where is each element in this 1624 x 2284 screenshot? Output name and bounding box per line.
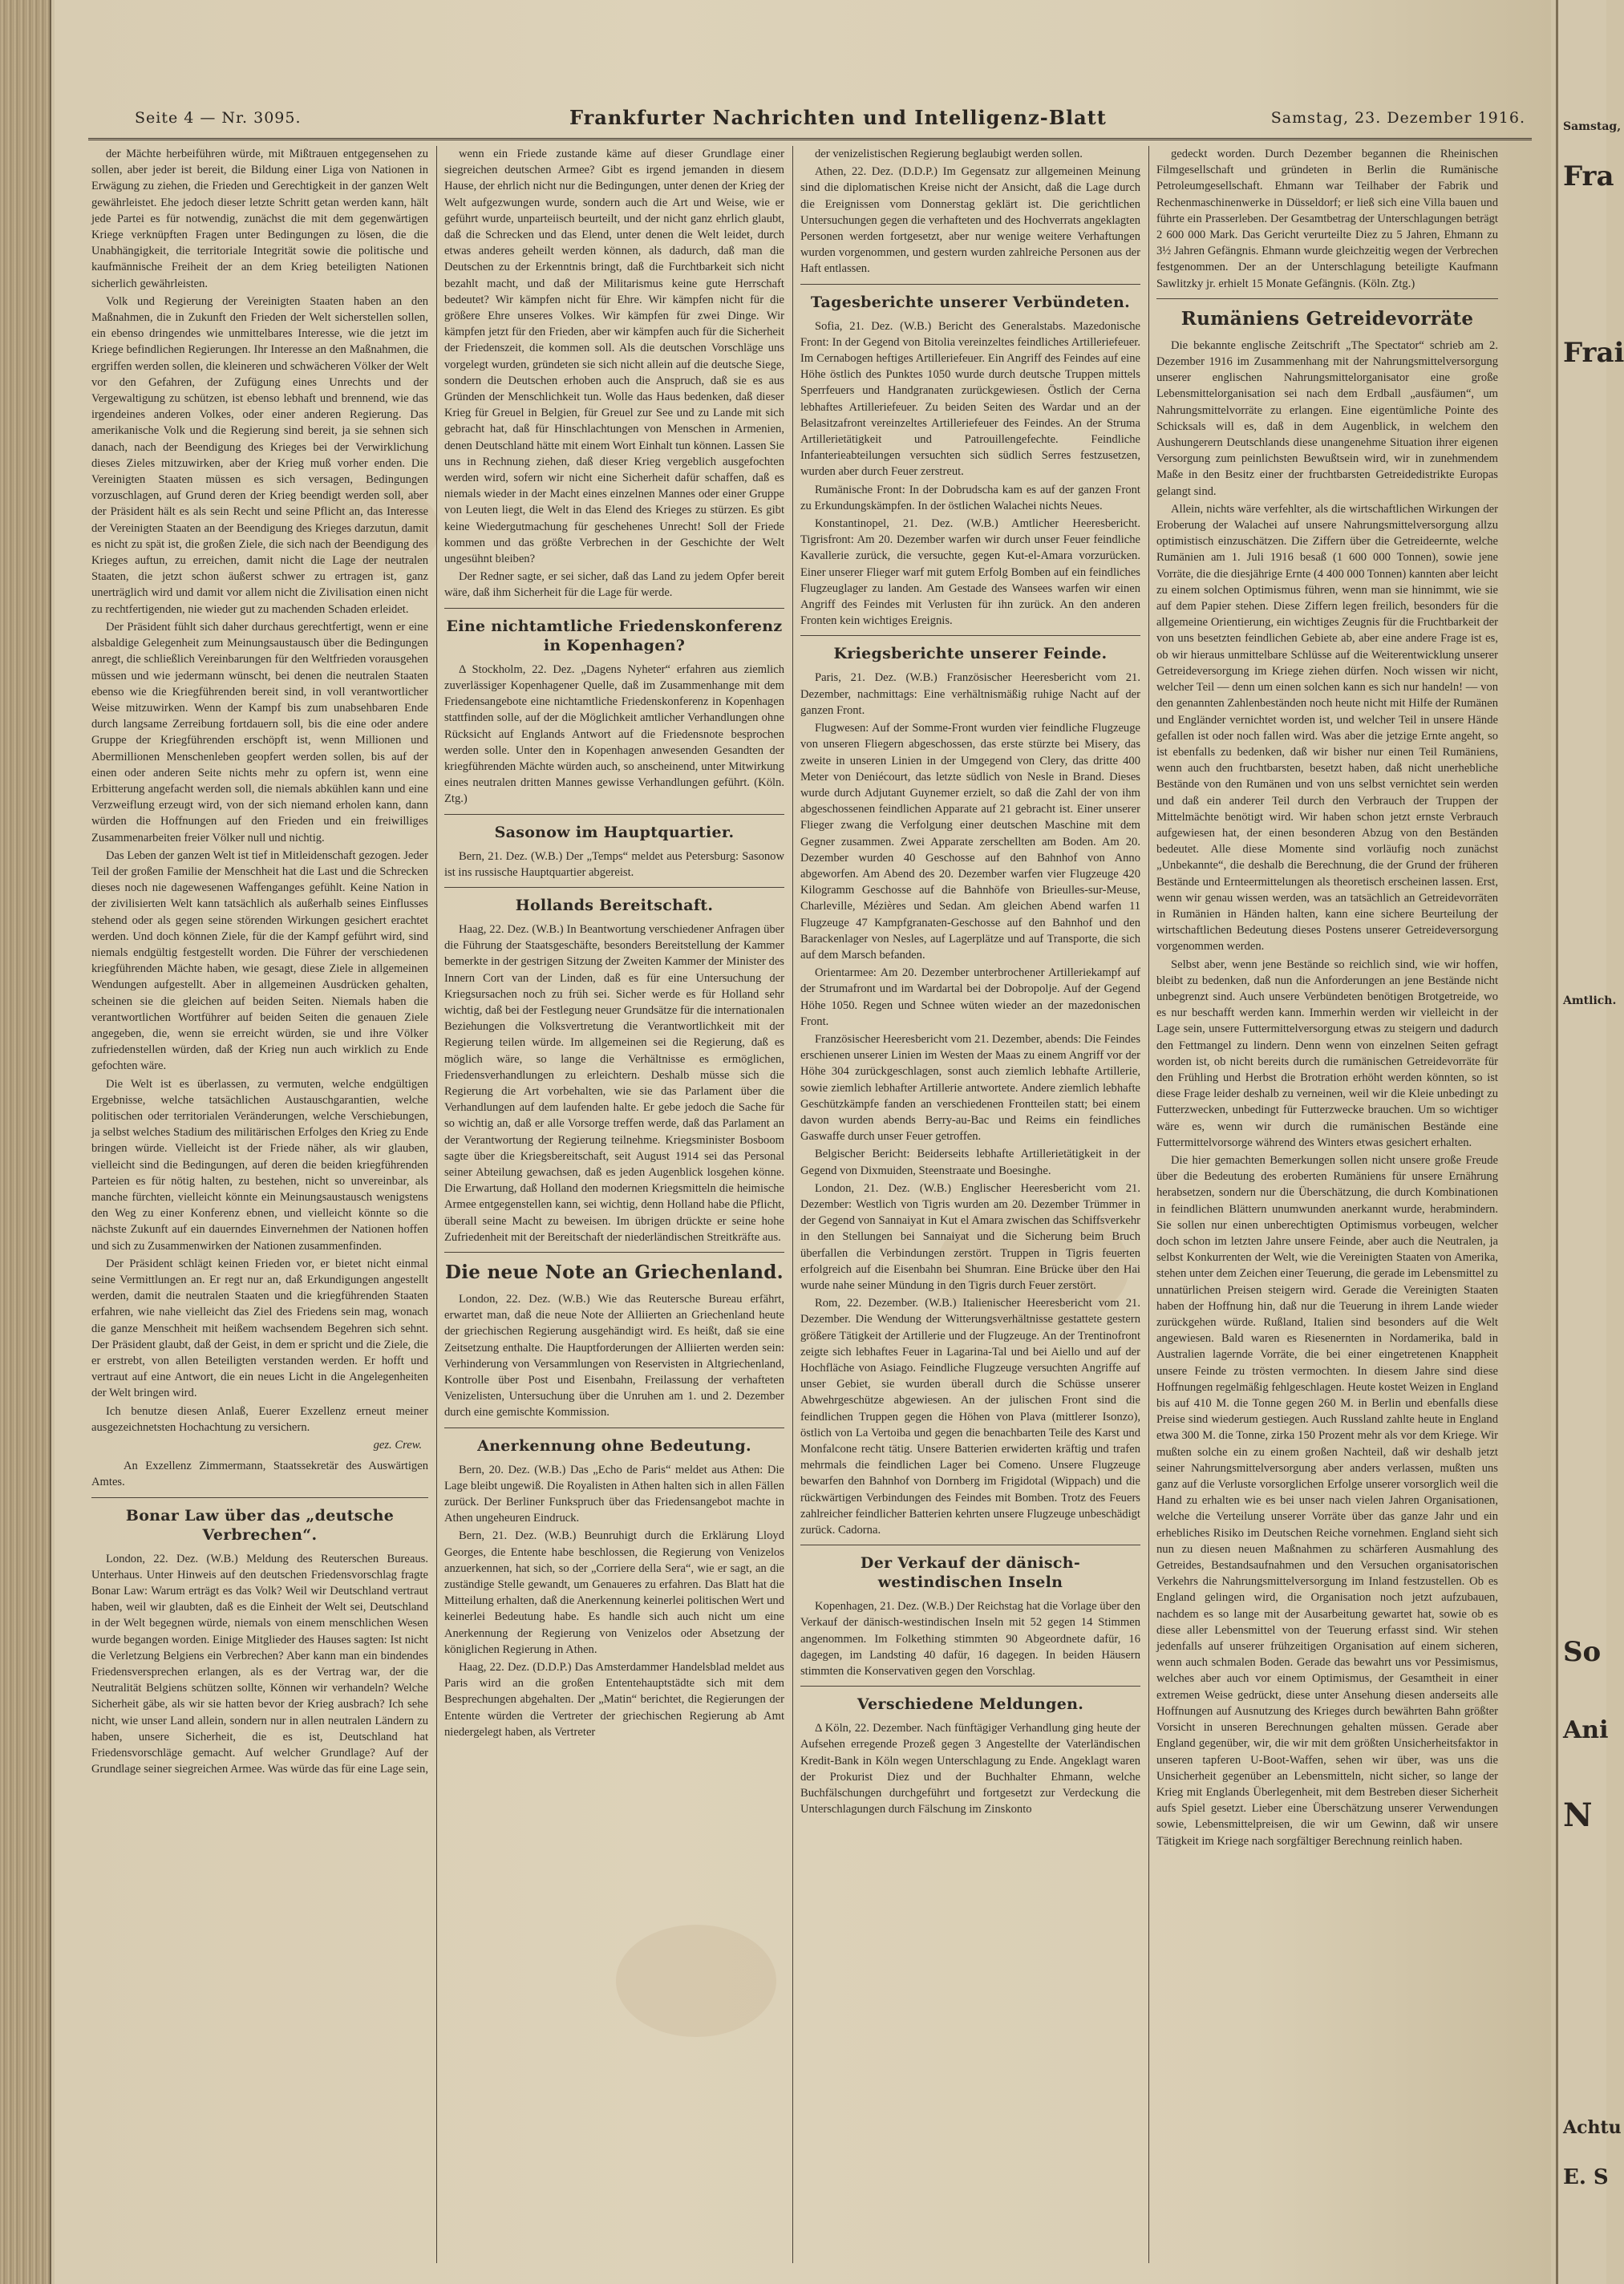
article-separator: [800, 1686, 1140, 1687]
headline-peace-conference: Eine nichtamtliche Friedenskonferenz in Kopenhagen?: [446, 617, 783, 654]
article-paragraph: Rom, 22. Dezember. (W.B.) Italienischer Heeresbericht vom 21. Dezember. Die Wendung der Witterungsverhältnisse gestattete gestern größere Tätigkeit der Artillerie und der Flugzeuge. An der Trentinofront zeigte sich lebhaftes Feuer in Lagarina-Tal und bei Aiello und auf der Hochfläche von Asiago. Feindliche Flugzeuge versuchten Angriffe auf unser Gebiet, sie wurden überall durch die Schüsse unserer Abwehrgeschütze abgewiesen. An der julischen Front sind die feindlichen Truppen gegen die Höhen von Plava (mittlerer Isonzo), östlich von La Vertoiba und gegen die benachbarten Teile des Karst und Monfalcone recht tätig. Unsere Batterien erwiderten kräftig und trafen mehrmals die feindlichen Lager bei Comeno. Unsere Flugzeuge bewarfen den Bahnhof von Dornberg im Frigidotal (Wippach) und die rückwärtigen Verbindungen des Feindes mit Bomben. Trotz des Feuers zahlreicher feindlicher Batterien kehrten unsere Flugzeuge unbeschädigt zurück. Cadorna.: [800, 1297, 1140, 1537]
article-separator: [444, 887, 784, 888]
article-paragraph: gedeckt worden. Durch Dezember begannen die Rheinischen Filmgesellschaft und gründeten in Berlin die Rumänische Petroleumgesellschaft. Ehmann war Teilhaber der Fabrik und Rechenmaschinenwerke in Düsseldorf; er ließ sich eine Villa bauen und führte ein Prasserleben. Der Gesamtbetrag der Unterschlagungen beträgt 2 600 000 Mark. Das Gericht verurteilte Diez zu 5 Jahren, Ehmann zu 3½ Jahren Gefängnis. Ehmann wurde gleichzeitig wegen der Verbrechen festgenommen. Der an der Unterschlagung beteiligte Kaufmann Sawlitzky jr. erhielt 15 Monate Gefängnis. (Köln. Ztg.): [1156, 148, 1498, 290]
article-paragraph: London, 22. Dez. (W.B.) Meldung des Reuterschen Bureaus. Unterhaus. Unter Hinweis auf den deutschen Friedensvorschlag fragte Bonar Law: Warum erträgt es das Volk? Weil wir Deutschland vertraut haben, weil wir glaubten, daß es die Einheit der Welt sei, Deutschland in der Welt begegnen würde, niemals von einem menschlichen Wesen wurde begangen worden. Einige Mitglieder des Hauses sagten: Ist nicht die Verletzung Belgiens ein Verbrechen? Aber kann man ein bindendes Friedensversprechen erlangen, als es der Vertrag war, der die Neutralität Belgiens schützen sollte, Können wir verhandeln? Welche Sicherheit gäbe, als wir sie hatten bevor der Krieg ausbrach? Ich sehe nicht, wie unser Land allein, sondern nur in allen neutralen Ländern zu haben, unsere Sicherheit, die es ist, Deutschland hat Friedensvorschläge gemacht. Auf welcher Grundlage? Auf der Grundlage seiner siegreichen Armee. Was würde das für eine Lage sein,: [91, 1552, 428, 1776]
article-paragraph: Konstantinopel, 21. Dez. (W.B.) Amtlicher Heeresbericht. Tigrisfront: Am 20. Dezember warfen wir durch unser Feuer feindliche Kavallerie zurück, die versuchte, gegen Kut-el-Amara vorzurücken. Einer unserer Flieger warf mit gutem Erfolg Bomben auf ein feindliches Flugzeuglager zu landen. Am Gestade des Wansees warfen wir einen Angriff des Feindes mit Verlusten für ihn zurück. An den anderen Fronten kein wichtiges Ereignis.: [800, 517, 1140, 628]
column-3: [800, 146, 1140, 2263]
article-paragraph: Δ Köln, 22. Dezember. Nach fünftägiger Verhandlung ging heute der Aufsehen erregende Prozeß gegen 3 Angestellte der Vaterländischen Kredit-Bank in Köln wegen Unterschlagung zu Ende. Angeklagt waren der Prokurist Diez und der Buchhalter Ehmann, welche Buchfälschungen durchgeführt und fortgesetzt zur Verdeckung die Unterschlagungen durch Fälschung im Zinskonto: [800, 1722, 1140, 1816]
article-paragraph: Die hier gemachten Bemerkungen sollen nicht unsere große Freude über die Bedeutung des eroberten Rumäniens für unsere Ernährung herabsetzen, sondern nur die Überschätzung, die durch Kombinationen in feindlichen Blättern unumwunden anerkannt wurde, herabmindern. Sie sollen nur einen unberechtigten Optimismus vorbeugen, welcher doch schon im letzten Jahre unsere Feinde, aber auch die Neutralen, ja selbst Konkurrenten der Welt, wie die Vereinigten Staaten von Amerika, stehen unter dem Zeichen einer Teuerung, die gerade im Lebensmittel zu unnatürlichen Preisen steigern wird. Gerade die Vereinigten Staaten haben der Hoffnung hin, daß nur die Teuerung in ihrem Lande wieder zurückgehen würde. Rußland, Italien sind besonders auf die Welt angewiesen. Bald waren es Riesenernten in Nordamerika, bald in Australien lagernde Vorräte, die bei einer eingetretenen Knappheit unsere Feinde zu trösten vermochten. In diesem Jahre sind diese Hoffnungen regelmäßig fehlgeschlagen. Heute kostet Weizen in England bis auf 410 M. die Tonne gegen 260 M. in Berlin und ebenfalls diese Preise sind wiederum gestiegen. Auch Russland zahlte heute in England etwa 300 M. die Tonne, zirka 150 Prozent mehr als vor dem Kriege. Wir mußten solche ein zu einem großen Nachteil, daß wir deshalb jetzt seiner Nahrungsmittelversorgung aber anders verlassen, mußten uns ganz auf die Verluste vorsorglichen Erfolge unserer vorsorglich weil die Hand zu erhalten wie es bei unser nach vielen Jahren Organisationen, welche die Verteilung unserer Vorräte über das ganze Jahr und ein erhebliches Risiko im Deutschen Reiche vornehmen. England sieht sich nun zu diesen neuen Maßnahmen zu schärferen Ausmahlung des Getreides, Bestandsaufnahmen und den Versuchen organisatorischen Verkehrs die Nahrungsmittelversorgung im Inland festzustellen. Ob es England gelingen wird, die Organisation noch jetzt aufzubauen, nachdem es so lange mit der Ausarbeitung gewartet hat, sowie ob es diese aller Lebensmittel von der Teuerung erfasst sind. Wir stehen jedenfalls auf unserer frühzeitigen Organisation auf einem sicheren, wenn auch schmalen Boden. Gerade das bewahrt uns vor Pessimismus, welches aber auch vor einem Optimismus, der Gesamtheit in einer extremen Weise gedrückt, diese unter Ansehung diesen anderseits alle Hoffnungen auf Ausnutzung des Krieges durch bewährten Bahn größter Vorsicht in unseren Berechnungen gehalten müssen. Gerade aber England gegenüber, wir, die wir mit dem größten Unsicherheitsfaktor in unseren tapferen U-Boot-Waffen, sehen wir über, was uns die Unsicherheit gegenüber an Lebensmitteln, nicht sicher, so lange der Krieg mit Englands Überlegenheit, mit dem Bestreben dieser Sicherheit aufs Spiel gesetzt. Lieber eine Überschätzung unserer Verwendungen sowie, Lebensmittelpreisen, die wir um Gewinn, daß wir unsere Tätigkeit im Kriege nach sorgfältiger Berechnung reinlich haben.: [1156, 1153, 1498, 1848]
adjacent-fragment: So: [1563, 1636, 1602, 1668]
article-paragraph: Orientarmee: Am 20. Dezember unterbrochener Artilleriekampf auf der Strumafront und im Wardartal bei der Dobropolje. Auf der Gegend Höhe 1050. Regen und Schnee wüten wieder an der mazedonischen Front.: [800, 966, 1140, 1028]
article-paragraph: Haag, 22. Dez. (W.B.) In Beantwortung verschiedener Anfragen über die Führung der Staatsgeschäfte, besonders Bereitstellung der Kammer bemerkte in der gestrigen Sitzung der Zweiten Kammer der Minister des Innern Cort van der Linden, daß es für eine Untersuchung der Kriegsursachen noch zu früh sei. Sicher werde es für Holland sehr wichtig, daß bei der Festlegung neuer Grundsätze für die internationalen Beziehungen die Volksvertretung die Verantwortlichkeit mit der Regierung teilen würde. Im allgemeinen sei die Regierung, daß es möglich wäre, so lange die Verhältnisse es ermöglichen, Friedensverhandlungen zu erleichtern. Deshalb müsse sich die Regierung die Art vorbehalten, wie sie das Parlament über die Verhandlungen auf dem laufenden halte. Er gebe jedoch die Sache für so wichtig an, daß er alle Vorsorge treffen werde, daß das Parlament an der Verantwortung der Regierung teilnehme. Kriegsminister Bosboom sagte über die Kriegsbereitschaft, seit August 1914 sei das Personal seiner Abteilung gewachsen, daß es jeden Augenblick losgehen könne. Die Erwartung, daß Holland den modernen Kriegsmitteln die heimische Armee entgegenstellen kann, sei wichtig, denn Holland habe die Pflicht, überall seine Macht zu beweisen. Im übrigen drückte er seine hohe Zufriedenheit mit der Bereitschaft der niederländischen Streitkräfte aus.: [444, 922, 784, 1244]
adjacent-fragment: Frai: [1563, 337, 1624, 369]
article-paragraph: Rumänische Front: In der Dobrudscha kam es auf der ganzen Front zu Erkundungskämpfen. In der östlichen Walachei nichts Neues.: [800, 483, 1140, 512]
adjacent-page-edge: [1556, 0, 1624, 2284]
article-separator: [444, 814, 784, 815]
adjacent-fragment: Ani: [1563, 1716, 1609, 1744]
adjacent-fragment: N: [1563, 1796, 1593, 1834]
page-header: [88, 106, 1532, 140]
article-paragraph: der Mächte herbeiführen würde, mit Mißtrauen entgegensehen zu sollen, aber jeder ist bereit, die Bildung einer Liga von Nationen in Erwägung zu ziehen, die Frieden und Gerechtigkeit in der ganzen Welt gewährleistet. Ehe jedoch dieser letzte Schritt getan werden kann, hält jede Partei es für notwendig, zunächst die mit dem gegenwärtigen Kriege verknüpften Fragen unter Bedingungen zu lösen, die die Unabhängigkeit, die territoriale Integrität sowie die politische und kaufmännische Freiheit der an dem Krieg beteiligten Nationen sicherlich gewährleisten.: [91, 148, 428, 290]
article-paragraph: Volk und Regierung der Vereinigten Staaten haben an den Maßnahmen, die in Zukunft den Frieden der Welt sicherstellen sollen, ein ebenso dringendes wie unmittelbares Interesse, wie die jetzt im Kriege befindlichen Regierungen. Ihr Interesse an den Maßnahmen, die ergriffen werden sollen, die kleineren und schwächeren Völker der Welt vor den Gefahren, der Zufügung eines Unrechts und der Vergewaltigung zu schützen, ist ebenso lebhaft und brennend, wie das irgendeines anderen Volkes, oder einer anderen Regierung. Das amerikanische Volk und die Regierung sind bereit, ja sie sehnen sich danach, nach der Beendigung des Krieges bei der Verwirklichung dieses Zieles mitzuwirken, aber der Krieg muß vorher enden. Die Vereinigten Staaten müssen es sich versagen, Bedingungen vorzuschlagen, auf Grund deren der Krieg beendigt werden soll, aber der Präsident hält es als sein Recht und seine Pflicht an, das Interesse der Vereinigten Staaten an der Beendigung des Krieges darzutun, damit es nicht zu spät ist, die großen Ziele, die sich nach der Beendigung des Krieges auftun, zu erreichen, damit nicht die Lage der neutralen Staaten, die jetzt schon äußerst schwer zu ertragen ist, ganz unerträglich wird und damit vor allem nicht die Zivilisation einen nicht zu rechtfertigenden, nie wieder gut zu machenden Schaden erleidet.: [91, 294, 428, 616]
article-paragraph: Sofia, 21. Dez. (W.B.) Bericht des Generalstabs. Mazedonische Front: In der Gegend von Bitolia vereinzeltes feindliches Artilleriefeuer. Im Cernabogen heftiges Artilleriefeuer. Ein Angriff des Feindes auf eine Höhe östlich des Punktes 1050 wurde durch deutsche Truppen mittels Sperrfeuers und Handgranaten zurückgewiesen. Östlich der Cerna lebhaftes Artilleriefeuer. Zu beiden Seiten des Wardar und an der Belasitzafront vereinzeltes Artilleriefeuer des Feindes. An der Struma Artillerietätigkeit und Patrouillengefechte. Feindliche Infanterieabteilungen versuchten sich südlich Serres festzusetzen, wurden aber durch Feuer zerstreut.: [800, 319, 1140, 479]
column-rule: [1148, 146, 1149, 2263]
adjacent-fragment: Amtlich.: [1563, 994, 1617, 1007]
adjacent-fragment: Samstag,: [1563, 120, 1622, 133]
column-rule: [792, 146, 793, 2263]
headline-recognition: Anerkennung ohne Bedeutung.: [477, 1436, 751, 1455]
article-paragraph: London, 21. Dez. (W.B.) Englischer Heeresbericht vom 21. Dezember: Westlich von Tigris wurden am 20. Dezember Trümmer in der Gegend von Sannaiyat in Kut el Amara zwischen das Schiffsverkehr in den Stellungen bei Sannaiyat und die Sicherung beim Bruch überfallen die Verbindungen zerstört. Truppen in Tigris feuerten erfolgreich auf die Eisenbahn bei Shumran. Eine Brücke über den Hai wurde nahe seiner Mündung in den Tigris durch Feuer zerstört.: [800, 1181, 1140, 1292]
article-separator: [444, 1252, 784, 1253]
article-paragraph: Δ Stockholm, 22. Dez. „Dagens Nyheter“ erfahren aus ziemlich zuverlässiger Kopenhagener Quelle, daß im Zusammenhange mit dem Friedensangebote eine nichtamtliche Friedenskonferenz in Kopenhagen stattfinden solle, auf der die Möglichkeit amtlicher Verhandlungen ohne Rücksicht auf Englands Antwort auf die Friedensnote besprochen werden solle. Unter den in Kopenhagen anwesenden Gesandten der kriegführenden Mächte würden auch, so anscheinend, unter Mitwirkung eines neutralen dritten Mannes gewisse Verhandlungen geführt. (Köln. Ztg.): [444, 662, 784, 806]
article-separator: [444, 608, 784, 609]
headline-holland: Hollands Bereitschaft.: [515, 896, 714, 914]
article-paragraph: Kopenhagen, 21. Dez. (W.B.) Der Reichstag hat die Vorlage über den Verkauf der dänisch-westindischen Inseln mit 52 gegen 14 Stimmen angenommen. Im Folkething stimmten 90 Abgeordnete dafür, 16 dagegen, im Landsting 40 dafür, 16 dagegen. In beiden Häusern stimmten die Konservativen gegen den Vorschlag.: [800, 1600, 1140, 1679]
article-paragraph: Bern, 20. Dez. (W.B.) Das „Echo de Paris“ meldet aus Athen: Die Lage bleibt ungewiß. Die Royalisten in Athen halten sich in allen Fällen zurück. Der Berliner Funkspruch über das Friedensangebot machte in Athen ungeheuren Eindruck.: [444, 1463, 784, 1525]
article-paragraph: Die Welt ist es überlassen, zu vermuten, welche endgültigen Ergebnisse, welche tatsächlichen Austauschgarantien, welche politischen oder territorialen Veränderungen, welche Verschiebungen, ja selbst welches Stadium des militärischen Erfolges den Krieg zu Ende bringen würde. Vielleicht ist der Friede näher, als wir glauben, vielleicht sind die Bedingungen, auf deren die beiden kriegführenden Parteien es für nötig halten, zu bestehen, nicht so unvereinbar, als manche fürchten, vielleicht könnte ein Meinungsaustausch wenigstens den Weg zu einer Konferenz ebnen, und vielleicht könnte so die nächste Zukunft auf ein dauerndes Einvernehmen der Nationen hoffen und sich zu Zusammenwirken der Nationen zusammenfinden.: [91, 1077, 428, 1253]
article-paragraph: Flugwesen: Auf der Somme-Front wurden vier feindliche Flugzeuge von unseren Fliegern abgeschossen, das erste stürzte bei Misery, das zweite in unseren Linien in der Umgegend von Clery, das dritte 400 Meter von Deniécourt, das letzte südlich von Nesle in Brand. Dieses wurde durch Adjutant Guynemer erzielt, so daß die Zahl der von ihm abgeschossenen feindlichen Apparate auf 21 gebracht ist. Einer unserer Flieger zwang die Verfolgung einer deutschen Maschine mit dem Gegner zusammen. Zwei Apparate zerschellten am Boden. Am 20. Dezember wurden 40 Geschosse auf den Bahnhof von Anno abgeworfen. Am Abend des 20. Dezember warfen vier Flugzeuge 420 Kilogramm Geschosse auf die Bahnhöfe von Brieulles-sur-Meuse, Charleville, Mézières und Sedan. Am gleichen Abend warfen 11 Flugzeuge 47 Kampfgranaten-Geschosse auf den Bahnhof und den Barackenlager von Nesles, auf Lagerplätze und auf Transporte, die sich auf dem Marsch befanden.: [800, 722, 1140, 962]
headline-allies-reports: Tagesberichte unserer Verbündeten.: [810, 293, 1131, 311]
headline-misc-reports: Verschiedene Meldungen.: [857, 1695, 1084, 1714]
column-rule: [436, 146, 437, 2263]
headline-bonar-law: Bonar Law über das „deutsche Verbrechen“.: [125, 1506, 395, 1544]
adjacent-fragment: Fra: [1563, 160, 1614, 192]
article-separator: [91, 1497, 428, 1498]
headline-enemy-reports: Kriegsberichte unserer Feinde.: [833, 645, 1108, 663]
article-paragraph: Das Leben der ganzen Welt ist tief in Mitleidenschaft gezogen. Jeder Teil der großen Familie der Menschheit hat die Last und die Schrecken dieses noch nie dagewesenen Waffenganges gefühlt. Keine Nation in der zivilisierten Welt kann tatsächlich als außerhalb seines Einflusses stehend oder als gegen seine störenden Wirkungen gesichert erachtet werden. Und doch können Ziele, für die der Kampf geführt wird, sind niemals endgültig festgestellt worden. Die Führer der verschiedenen kriegführenden Mächte haben, wie gesagt, diese Ziele in allgemeinen Wendungen aufgestellt. Aber in allgemeinen Ausdrücken gehalten, scheinen sie die gleichen auf beiden Seiten. Niemals haben die verantwortlichen Wortführer auf beiden Seiten die genauen Ziele angegeben, die, wenn sie erreicht würden, sie und ihre Völker zufriedenstellen würden, daß der Krieg nun auch wirklich zu Ende gefochten wäre.: [91, 848, 428, 1073]
headline-greece-note: Die neue Note an Griechenland.: [445, 1261, 784, 1283]
article-paragraph: Paris, 21. Dez. (W.B.) Französischer Heeresbericht vom 21. Dezember, nachmittags: Eine verhältnismäßig ruhige Nacht auf der ganzen Front.: [800, 671, 1140, 717]
signature: gez. Crew.: [373, 1439, 422, 1452]
article-paragraph: London, 22. Dez. (W.B.) Wie das Reutersche Bureau erfährt, erwartet man, daß die neue Note der Alliierten an Griechenland heute der griechischen Regierung ausgehändigt wird. Es heißt, daß sie eine Zeitsetzung enthalte. Die Hauptforderungen der Alliierten werden sein: Verhinderung von Versammlungen von Reservisten in Altgriechenland, Kontrolle über Post und Eisenbahn, Freilassung der verhafteten Venizelisten, Untersuchung über die Unruhen am 1. und 2. Dezember durch eine gemischte Kommission.: [444, 1292, 784, 1419]
adjacent-fragment: E. S: [1563, 2165, 1609, 2189]
article-paragraph: Selbst aber, wenn jene Bestände so reichlich sind, wie wir hoffen, bleibt zu bedenken, daß nun die Anforderungen an jene Bestände nicht unbegrenzt sind. Auch unsere Verbündeten benötigen Brotgetreide, wo es nur beschafft werden kann. Immerhin werden wir vielleicht in der Lage sein, unsere Futtermittelversorgung etwas zu steigern und dadurch den Fettmangel zu lindern. Denn wenn von einzelnen Seiten gefragt worden ist, ob nicht bereits durch die rumänischen Getreidevorräte für den Frühling und Herbst die Brotration erhöht werden könnten, so ist diese Frage leider deshalb zu verneinen, weil wir die Kleie unbedingt zu Futterzwecken, unbedingt für Futterzwecke brauchen. Um so wichtiger wäre es, wenn wir durch die rumänischen Bestände eine Futtermittelvorsorge während des Winters etwas gesichert erhalten.: [1156, 958, 1498, 1149]
column-2: [444, 146, 784, 2263]
book-binding-edge: [0, 0, 51, 2284]
article-paragraph: Athen, 22. Dez. (D.D.P.) Im Gegensatz zur allgemeinen Meinung sind die diplomatischen Kreise nicht der Ansicht, daß die Lage durch die Ereignissen vom Donnerstag geklärt ist. Die gerichtlichen Untersuchungen gegen die verhafteten und des Hochverrats angeklagten Personen werden fortgesetzt, aber nur wenige weitere Verhaftungen wurden vorgenommen, und gestern wurden zahlreiche Personen aus der Haft entlassen.: [800, 165, 1140, 276]
article-paragraph: wenn ein Friede zustande käme auf dieser Grundlage einer siegreichen deutschen Armee? Gibt es irgend jemanden in diesem Hause, der ehrlich nicht nur die Bedingungen, unter denen der Krieg der Welt aufgezwungen wurde, sondern auch die Art und Weise, wie er geführt wurde, unparteiisch beurteilt, und der nicht ganz ehrlich glaubt, daß die Schrecken und das Elend, unter denen die Welt leidet, durch etwas anderes geheilt werden können, als dadurch, daß man die Deutschen zu der Erkenntnis bringt, daß die Furchtbarkeit sich nicht bezahlt macht, und daß der Militarismus keine gute Herrschaft bedeutet? Wir kämpfen nicht für Ehre. Wir kämpfen nicht für die größere Ehre unseres Volkes. Wir kämpfen für zwei Dinge. Wir kämpfen jetzt für den Frieden, aber wir kämpfen auch für die Sicherheit der Friedenszeit, die kommen soll. Als die deutschen Vorschläge uns vorgelegt wurden, gründeten sie sich nicht allein auf die deutsche Siege, sondern die Deutschen erhoben auch die Anspruch, daß sie es aus Gründen der Menschlichkeit tun. Wolle das Haus bedenken, daß dieser Krieg für Greuel in Belgien, für Greuel zur See und zu Lande mit sich gebracht hat, daß für Hinschlachtungen von Menschen in Armenien, denen Deutschland hätte mit einem Wort Einhalt tun können. Lassen Sie uns in Rechnung ziehen, daß dieser Krieg vergeblich ausgefochten werden wird, sofern wir nicht eine Sicherheit dafür schaffen, daß es niemals wieder in der Macht eines einzelnen Mannes oder einer Gruppe von Leuten liegt, die Welt in das Elend des Krieges zu stürzen. Es gibt keine Wiedergutmachung für geschehenes Unrecht! Soll der Friede kommen und das größte Verbrechen in der Geschichte der Welt ungesühnt bleiben?: [444, 148, 784, 566]
headline-danish-islands: Der Verkauf der dänisch-westindischen Inseln: [860, 1554, 1081, 1592]
article-paragraph: Der Präsident fühlt sich daher durchaus gerechtfertigt, wenn er eine alsbaldige Gelegenheit zum Meinungsaustausch über die Bedingungen anregt, die schließlich Vereinbarungen für den Weltfrieden vorausgehen müssen und wie jedermann wünscht, bei denen die neutralen Staaten ebenso wie die Kriegführenden bereit sind, in voll verantwortlicher Weise mitzuwirken. Wenn der Kampf bis zum unabsehbaren Ende durch langsame Zerreibung fortdauern soll, bis die eine oder andere Gruppe der Kriegführenden erschöpft ist, wenn Millionen und Abermillionen Menschenleben geopfert werden sollen, bis auf der einen oder anderen Seite nichts mehr zu opfern ist, wenn eine Erbitterung angefacht werden soll, die niemals abkühlen kann und eine Verzweiflung erzeugt wird, von der sich niemand erholen kann, dann würden die Hoffnungen auf den Frieden und ein freiwilliges Zusammenarbeiten freier Völker null und nichtig.: [91, 620, 428, 844]
issue-date: Samstag, 23. Dezember 1916.: [1270, 109, 1525, 127]
headline-sasonow: Sasonow im Hauptquartier.: [494, 823, 735, 841]
article-separator: [800, 284, 1140, 285]
article-paragraph: Belgischer Bericht: Beiderseits lebhafte Artillerietätigkeit in der Gegend von Dixmuiden, Steenstraate und Boesinghe.: [800, 1148, 1140, 1177]
adjacent-fragment: Achtu: [1563, 2117, 1622, 2138]
column-1: [91, 146, 428, 2263]
article-paragraph: Der Redner sagte, er sei sicher, daß das Land zu jedem Opfer bereit wäre, daß ihm Sicherheit für die Lage für werde.: [444, 570, 784, 600]
article-paragraph: Bern, 21. Dez. (W.B.) Der „Temps“ meldet aus Petersburg: Sasonow ist ins russische Hauptquartier abgereist.: [444, 849, 784, 879]
page-number: Seite 4 — Nr. 3095.: [135, 109, 302, 127]
addressee: An Exzellenz Zimmermann, Staatssekretär des Auswärtigen Amtes.: [91, 1460, 428, 1489]
article-paragraph: Bern, 21. Dez. (W.B.) Beunruhigt durch die Erklärung Lloyd Georges, die Entente habe beschlossen, die Regierung von Venizelos anzuerkennen, hat sich, so der „Corriere della Sera“, wie er sagt, an die zuständige Stelle gewandt, um Genaueres zu erfahren. Das Blatt hat die Mitteilung erhalten, daß die Anerkennung keinerlei politischen Wert und keinerlei Bedeutung habe. Es handle sich auch nicht um eine Anerkennung der Regierung von Venizelos oder Absetzung der königlichen Regierung in Athen.: [444, 1529, 784, 1656]
article-paragraph: Ich benutze diesen Anlaß, Euerer Exzellenz erneut meiner ausgezeichnetsten Hochachtung zu versichern.: [91, 1404, 428, 1434]
headline-romania-grain: Rumäniens Getreidevorräte: [1181, 307, 1474, 330]
newspaper-page: [55, 0, 1551, 2284]
article-paragraph: der venizelistischen Regierung beglaubigt werden sollen.: [815, 148, 1083, 160]
article-paragraph: Haag, 22. Dez. (D.D.P.) Das Amsterdammer Handelsblad meldet aus Paris wird an die großen Ententehauptstädte sich mit dem Besprechungen abgehalten. Der „Matin“ berichtet, die Regierungen der Entente würden die Vertreter der griechischen Regierung ab Amt niedergelegt haben, als Vertreter: [444, 1661, 784, 1739]
article-paragraph: Die bekannte englische Zeitschrift „The Spectator“ schrieb am 2. Dezember 1916 im Zusammenhang mit der Nahrungsmittelversorgung unserer englischen Nahrungsmittelorganisator eine große Lebensmittelorganisation sei nach dem Erdball „ausfäumen“, um Nahrungsmittelvorräte zu erlangen. Eine eigentümliche Pointe des Schicksals will es, daß in dem Augenblick, in welchem den Aushungerern Deutschlands diese unangenehme Situation ihrer eigenen Versorgung zum peinlichsten Bewußtsein wird, wir in zunehmendem Maße in den Besitz einer der fruchtbarsten Getreidedistrikte Europas gelangt sind.: [1156, 338, 1498, 498]
article-paragraph: Französischer Heeresbericht vom 21. Dezember, abends: Die Feindes erschienen unserer Linien im Westen der Maas zu einem Angriff vor der Höhe 304 zurückgeschlagen, sonst auch ziemlich lebhafte Artillerie, sowie ziemlich lebhafter Artillerie antwortete. Andere ziemlich lebhafte Geschützkämpfe fanden an verschiedenen Frontteilen statt; bei einem davon wurden abends Berry-au-Bac und Reims ein feindliches Gaswaffe durch unser Feuer getroffen.: [800, 1032, 1140, 1144]
newspaper-title: Frankfurter Nachrichten und Intelligenz-Blatt: [569, 106, 1107, 129]
article-paragraph: Allein, nichts wäre verfehlter, als die wirtschaftlichen Wirkungen der Eroberung der Walachei auf unsere Nahrungsmittelversorgung allzu optimistisch einzuschätzen. Die Ziffern über die Getreideernte, welche Rumänien am 1. Juli 1916 besaß (1 600 000 Tonnen), sowie jene Vorräte, die die diesjährige Ernte (4 400 000 Tonnen) kannten aber leicht zu einem solchen Optimismus führen, wenn man sie hinnimmt, wie sie auf dem Papier stehen. Diese Ziffern legen freilich, besonders für die allgemeine Orientierung, ein wichtiges Zeugnis für die Fruchtbarkeit der von uns besetzten feindlichen Gebiete ab, aber eine andere Frage ist es, ob wir hieraus unmittelbare Schlüsse auf die Weiterentwicklung unserer Getreideversorgung im Kriege ziehen dürfen. Noch wissen wir nicht, welcher Teil — denn um einen solchen kann es sich nur handeln! — von den genannten Zahlenbeständen noch heute nicht mit Hilfe der Rumänen und Engländer vernichtet worden ist, und welcher Teil in unsere Hände gefallen ist oder noch fallen wird. Was aber die jetzige Ernte angeht, so ist ebenfalls zu bedenken, daß wir bisher nur einen Teil Rumäniens, wenn auch den fruchtbarsten, besetzt haben, daß nicht unerhebliche Bestände von den Rumänen und von uns selbst vernichtet sein werden und daß ein anderer Teil durch den Verbrauch der Truppen der Mittelmächte benötigt wird. Wir haben schon jetzt ernste Verbrauch aufgewiesen hat, der einen besonderen Abzug von den Beständen bedeutet. Alle diese Momente sind vorläufig noch zunächst „Unbekannte“, die deshalb die Berechnung, die der Grund der früheren Bestände und Ernteermittelungen als theoretisch erscheinen lassen. Erst, wenn wir genau wissen werden, was an tatsächlich an Getreidevorräten in Rumänien in Händen halten, kann eine sichere Beurteilung der wirtschaftlichen Bedeutung dieses Postens unserer Getreideversorgung vorgenommen werden.: [1156, 502, 1498, 954]
article-paragraph: Der Präsident schlägt keinen Frieden vor, er bietet nicht einmal seine Vermittlungen an. Er regt nur an, daß Erkundigungen angestellt werden, damit die neutralen Staaten und die kriegführenden Staaten erfahren, wie nahe vielleicht das Ziel des Friedens sein mag, wonach die ganze Menschheit mit heißem wachsendem Begehren sich sehnt. Der Präsident glaubt, daß der Geist, in dem er spricht und die Ziele, die er erstrebt, von allen Beteiligten verstanden werden. Er hofft und vertraut auf eine Antwort, die ein neues Licht in die Angelegenheiten der Welt bringen wird.: [91, 1257, 428, 1400]
column-4: [1156, 146, 1498, 2263]
article-separator: [800, 635, 1140, 636]
article-separator: [1156, 298, 1498, 299]
